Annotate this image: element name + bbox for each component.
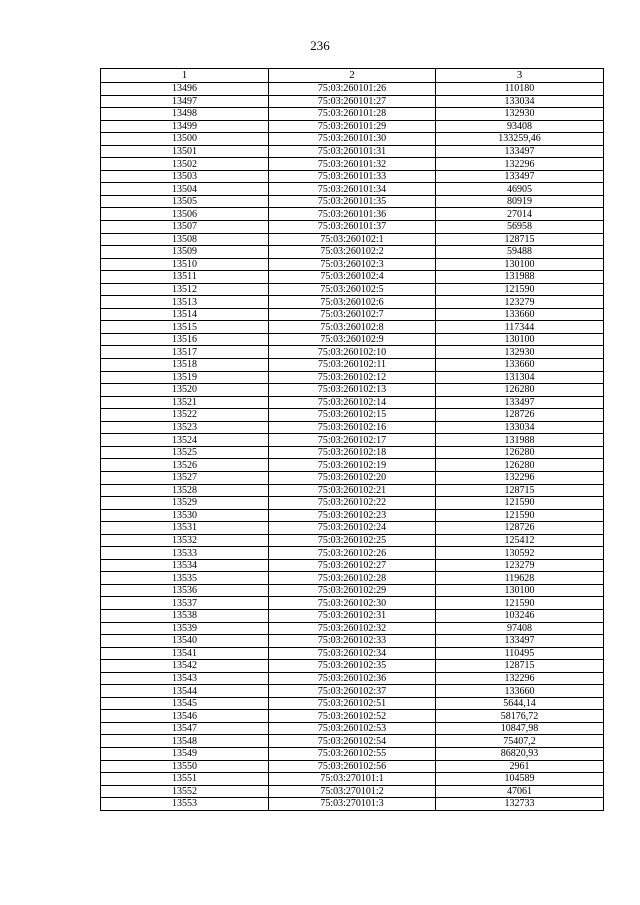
row-number-cell: 13506 <box>101 208 269 221</box>
table-row <box>101 246 604 259</box>
cadastral-number-cell: 75:03:260102:28 <box>269 572 436 585</box>
value-cell: 126280 <box>436 446 604 459</box>
cadastral-number-cell: 75:03:260102:11 <box>269 359 436 372</box>
table-row <box>101 183 604 196</box>
row-number-cell: 13538 <box>101 609 269 622</box>
cadastral-number-cell: 75:03:260102:32 <box>269 622 436 635</box>
cadastral-number-cell: 75:03:260102:17 <box>269 434 436 447</box>
column-header-3: 3 <box>436 69 604 83</box>
value-cell: 121590 <box>436 283 604 296</box>
value-cell: 133497 <box>436 396 604 409</box>
cadastral-number-cell: 75:03:260101:31 <box>269 145 436 158</box>
cadastral-number-cell: 75:03:260102:27 <box>269 559 436 572</box>
cadastral-number-cell: 75:03:260101:37 <box>269 221 436 234</box>
table-row <box>101 760 604 773</box>
cadastral-number-cell: 75:03:260102:26 <box>269 547 436 560</box>
cadastral-number-cell: 75:03:260102:13 <box>269 384 436 397</box>
cadastral-number-cell: 75:03:260102:31 <box>269 609 436 622</box>
column-header-1: 1 <box>101 69 269 83</box>
table-row <box>101 409 604 422</box>
value-cell: 2961 <box>436 760 604 773</box>
value-cell: 97408 <box>436 622 604 635</box>
table-row <box>101 296 604 309</box>
value-cell: 80919 <box>436 195 604 208</box>
table-body <box>101 83 604 811</box>
value-cell: 10847,98 <box>436 722 604 735</box>
value-cell: 130100 <box>436 333 604 346</box>
row-number-cell: 13510 <box>101 258 269 271</box>
table-row <box>101 221 604 234</box>
table-row <box>101 785 604 798</box>
cadastral-number-cell: 75:03:260102:22 <box>269 497 436 510</box>
table-row <box>101 145 604 158</box>
table-row <box>101 233 604 246</box>
row-number-cell: 13521 <box>101 396 269 409</box>
table-row <box>101 710 604 723</box>
cadastral-number-cell: 75:03:260102:15 <box>269 409 436 422</box>
table-row <box>101 735 604 748</box>
row-number-cell: 13549 <box>101 747 269 760</box>
row-number-cell: 13500 <box>101 133 269 146</box>
table-row <box>101 434 604 447</box>
value-cell: 125412 <box>436 534 604 547</box>
row-number-cell: 13520 <box>101 384 269 397</box>
value-cell: 59488 <box>436 246 604 259</box>
row-number-cell: 13527 <box>101 471 269 484</box>
cadastral-number-cell: 75:03:260102:30 <box>269 597 436 610</box>
table-row <box>101 509 604 522</box>
cadastral-number-cell: 75:03:260102:53 <box>269 722 436 735</box>
table-row <box>101 534 604 547</box>
value-cell: 119628 <box>436 572 604 585</box>
table-row <box>101 584 604 597</box>
row-number-cell: 13498 <box>101 108 269 121</box>
value-cell: 75407,2 <box>436 735 604 748</box>
row-number-cell: 13522 <box>101 409 269 422</box>
cadastral-number-cell: 75:03:260101:33 <box>269 170 436 183</box>
row-number-cell: 13540 <box>101 635 269 648</box>
row-number-cell: 13543 <box>101 672 269 685</box>
cadastral-number-cell: 75:03:260102:4 <box>269 271 436 284</box>
table-row <box>101 258 604 271</box>
row-number-cell: 13530 <box>101 509 269 522</box>
cadastral-number-cell: 75:03:260101:32 <box>269 158 436 171</box>
value-cell: 46905 <box>436 183 604 196</box>
value-cell: 128726 <box>436 409 604 422</box>
value-cell: 133259,46 <box>436 133 604 146</box>
table-row <box>101 471 604 484</box>
value-cell: 130100 <box>436 258 604 271</box>
row-number-cell: 13505 <box>101 195 269 208</box>
row-number-cell: 13509 <box>101 246 269 259</box>
cadastral-number-cell: 75:03:260102:2 <box>269 246 436 259</box>
cadastral-number-cell: 75:03:260102:24 <box>269 522 436 535</box>
row-number-cell: 13516 <box>101 333 269 346</box>
table-row <box>101 497 604 510</box>
cadastral-number-cell: 75:03:260102:19 <box>269 459 436 472</box>
value-cell: 123279 <box>436 559 604 572</box>
cadastral-number-cell: 75:03:260102:7 <box>269 308 436 321</box>
table-row <box>101 459 604 472</box>
table-row <box>101 522 604 535</box>
row-number-cell: 13545 <box>101 697 269 710</box>
cadastral-number-cell: 75:03:260102:25 <box>269 534 436 547</box>
row-number-cell: 13546 <box>101 710 269 723</box>
row-number-cell: 13515 <box>101 321 269 334</box>
table-row <box>101 384 604 397</box>
value-cell: 121590 <box>436 497 604 510</box>
cadastral-number-cell: 75:03:260101:26 <box>269 83 436 96</box>
value-cell: 128715 <box>436 484 604 497</box>
row-number-cell: 13519 <box>101 371 269 384</box>
row-number-cell: 13542 <box>101 660 269 673</box>
value-cell: 132296 <box>436 471 604 484</box>
value-cell: 133034 <box>436 95 604 108</box>
row-number-cell: 13513 <box>101 296 269 309</box>
value-cell: 47061 <box>436 785 604 798</box>
table-row <box>101 635 604 648</box>
table-row <box>101 747 604 760</box>
row-number-cell: 13532 <box>101 534 269 547</box>
cadastral-number-cell: 75:03:260102:12 <box>269 371 436 384</box>
cadastral-number-cell: 75:03:260101:27 <box>269 95 436 108</box>
row-number-cell: 13504 <box>101 183 269 196</box>
row-number-cell: 13517 <box>101 346 269 359</box>
table-row <box>101 773 604 786</box>
row-number-cell: 13539 <box>101 622 269 635</box>
table-row <box>101 108 604 121</box>
cadastral-number-cell: 75:03:260101:30 <box>269 133 436 146</box>
cadastral-number-cell: 75:03:260102:5 <box>269 283 436 296</box>
value-cell: 132733 <box>436 798 604 811</box>
value-cell: 128726 <box>436 522 604 535</box>
value-cell: 86820,93 <box>436 747 604 760</box>
value-cell: 132296 <box>436 672 604 685</box>
value-cell: 133660 <box>436 308 604 321</box>
value-cell: 103246 <box>436 609 604 622</box>
table-row <box>101 622 604 635</box>
cadastral-number-cell: 75:03:260102:29 <box>269 584 436 597</box>
cadastral-number-cell: 75:03:270101:2 <box>269 785 436 798</box>
table-row <box>101 396 604 409</box>
row-number-cell: 13536 <box>101 584 269 597</box>
cadastral-number-cell: 75:03:260102:35 <box>269 660 436 673</box>
table-row <box>101 271 604 284</box>
value-cell: 121590 <box>436 509 604 522</box>
cadastral-number-cell: 75:03:260102:21 <box>269 484 436 497</box>
value-cell: 128715 <box>436 660 604 673</box>
value-cell: 58176,72 <box>436 710 604 723</box>
value-cell: 130100 <box>436 584 604 597</box>
value-cell: 93408 <box>436 120 604 133</box>
cadastral-number-cell: 75:03:260102:16 <box>269 421 436 434</box>
value-cell: 133660 <box>436 685 604 698</box>
table-row <box>101 484 604 497</box>
cadastral-number-cell: 75:03:260102:56 <box>269 760 436 773</box>
value-cell: 5644,14 <box>436 697 604 710</box>
table-row <box>101 359 604 372</box>
value-cell: 130592 <box>436 547 604 560</box>
cadastral-number-cell: 75:03:260101:36 <box>269 208 436 221</box>
value-cell: 126280 <box>436 384 604 397</box>
table-row <box>101 83 604 96</box>
row-number-cell: 13550 <box>101 760 269 773</box>
row-number-cell: 13508 <box>101 233 269 246</box>
row-number-cell: 13534 <box>101 559 269 572</box>
table-row <box>101 133 604 146</box>
cadastral-number-cell: 75:03:260102:9 <box>269 333 436 346</box>
value-cell: 117344 <box>436 321 604 334</box>
table-row <box>101 421 604 434</box>
cadastral-number-cell: 75:03:260102:34 <box>269 647 436 660</box>
table-row <box>101 609 604 622</box>
cadastral-number-cell: 75:03:260102:6 <box>269 296 436 309</box>
table-row <box>101 685 604 698</box>
cadastral-number-cell: 75:03:260102:37 <box>269 685 436 698</box>
cadastral-number-cell: 75:03:260102:52 <box>269 710 436 723</box>
value-cell: 128715 <box>436 233 604 246</box>
value-cell: 121590 <box>436 597 604 610</box>
cadastral-number-cell: 75:03:260102:3 <box>269 258 436 271</box>
value-cell: 132930 <box>436 108 604 121</box>
table-row <box>101 672 604 685</box>
page-number: 236 <box>310 38 330 53</box>
cadastral-number-cell: 75:03:260102:14 <box>269 396 436 409</box>
row-number-cell: 13553 <box>101 798 269 811</box>
cadastral-number-cell: 75:03:260102:8 <box>269 321 436 334</box>
table-row <box>101 283 604 296</box>
row-number-cell: 13528 <box>101 484 269 497</box>
row-number-cell: 13499 <box>101 120 269 133</box>
row-number-cell: 13501 <box>101 145 269 158</box>
cadastral-number-cell: 75:03:260101:29 <box>269 120 436 133</box>
value-cell: 133497 <box>436 170 604 183</box>
table-row <box>101 559 604 572</box>
table-row <box>101 158 604 171</box>
table-row <box>101 697 604 710</box>
value-cell: 133497 <box>436 635 604 648</box>
table-row <box>101 647 604 660</box>
column-header-2: 2 <box>269 69 436 83</box>
row-number-cell: 13502 <box>101 158 269 171</box>
value-cell: 27014 <box>436 208 604 221</box>
row-number-cell: 13547 <box>101 722 269 735</box>
table-row <box>101 572 604 585</box>
row-number-cell: 13526 <box>101 459 269 472</box>
table-row <box>101 333 604 346</box>
table-row <box>101 170 604 183</box>
value-cell: 126280 <box>436 459 604 472</box>
value-cell: 131988 <box>436 434 604 447</box>
table-row <box>101 195 604 208</box>
cadastral-number-cell: 75:03:260102:18 <box>269 446 436 459</box>
table-row <box>101 95 604 108</box>
row-number-cell: 13535 <box>101 572 269 585</box>
value-cell: 133034 <box>436 421 604 434</box>
row-number-cell: 13541 <box>101 647 269 660</box>
table-row <box>101 798 604 811</box>
cadastral-number-cell: 75:03:260102:51 <box>269 697 436 710</box>
cadastral-number-cell: 75:03:260102:1 <box>269 233 436 246</box>
row-number-cell: 13525 <box>101 446 269 459</box>
cadastral-number-cell: 75:03:260102:33 <box>269 635 436 648</box>
value-cell: 133660 <box>436 359 604 372</box>
table-row <box>101 346 604 359</box>
row-number-cell: 13496 <box>101 83 269 96</box>
table-row <box>101 660 604 673</box>
row-number-cell: 13497 <box>101 95 269 108</box>
value-cell: 132296 <box>436 158 604 171</box>
row-number-cell: 13552 <box>101 785 269 798</box>
value-cell: 131304 <box>436 371 604 384</box>
value-cell: 104589 <box>436 773 604 786</box>
cadastral-number-cell: 75:03:260101:28 <box>269 108 436 121</box>
cadastral-number-cell: 75:03:260102:36 <box>269 672 436 685</box>
value-cell: 133497 <box>436 145 604 158</box>
row-number-cell: 13514 <box>101 308 269 321</box>
cadastral-number-cell: 75:03:270101:1 <box>269 773 436 786</box>
value-cell: 131988 <box>436 271 604 284</box>
table-row <box>101 371 604 384</box>
row-number-cell: 13544 <box>101 685 269 698</box>
row-number-cell: 13523 <box>101 421 269 434</box>
value-cell: 123279 <box>436 296 604 309</box>
cadastral-number-cell: 75:03:260102:23 <box>269 509 436 522</box>
data-table <box>100 68 604 811</box>
header-row <box>101 69 604 83</box>
row-number-cell: 13512 <box>101 283 269 296</box>
row-number-cell: 13551 <box>101 773 269 786</box>
row-number-cell: 13529 <box>101 497 269 510</box>
table-row <box>101 547 604 560</box>
row-number-cell: 13533 <box>101 547 269 560</box>
cadastral-number-cell: 75:03:260102:54 <box>269 735 436 748</box>
table-row <box>101 208 604 221</box>
cadastral-number-cell: 75:03:260102:55 <box>269 747 436 760</box>
row-number-cell: 13548 <box>101 735 269 748</box>
value-cell: 56958 <box>436 221 604 234</box>
table-row <box>101 321 604 334</box>
row-number-cell: 13524 <box>101 434 269 447</box>
row-number-cell: 13537 <box>101 597 269 610</box>
row-number-cell: 13518 <box>101 359 269 372</box>
row-number-cell: 13531 <box>101 522 269 535</box>
value-cell: 110180 <box>436 83 604 96</box>
table-row <box>101 120 604 133</box>
value-cell: 132930 <box>436 346 604 359</box>
cadastral-number-cell: 75:03:270101:3 <box>269 798 436 811</box>
table-row <box>101 722 604 735</box>
row-number-cell: 13507 <box>101 221 269 234</box>
table-row <box>101 308 604 321</box>
cadastral-number-cell: 75:03:260101:34 <box>269 183 436 196</box>
cadastral-number-cell: 75:03:260101:35 <box>269 195 436 208</box>
value-cell: 110495 <box>436 647 604 660</box>
cadastral-number-cell: 75:03:260102:20 <box>269 471 436 484</box>
row-number-cell: 13511 <box>101 271 269 284</box>
table-row <box>101 597 604 610</box>
table-row <box>101 446 604 459</box>
cadastral-number-cell: 75:03:260102:10 <box>269 346 436 359</box>
table-header <box>101 69 604 83</box>
row-number-cell: 13503 <box>101 170 269 183</box>
